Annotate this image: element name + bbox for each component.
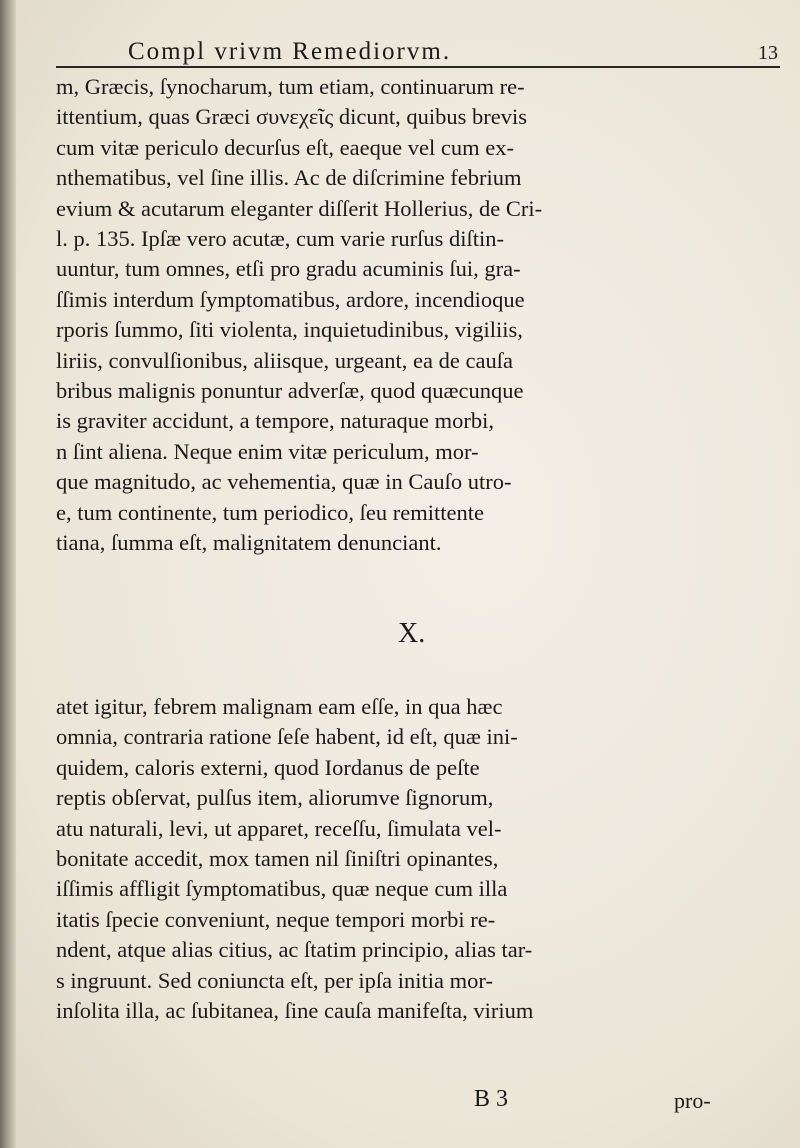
- text-line: cum vitæ periculo decurſus eſt, eaeque vel cum ex-: [56, 134, 514, 160]
- text-line: n ſint aliena. Neque enim vitæ periculum, mor-: [56, 438, 479, 464]
- text-line: evium & acutarum eleganter diſſerit Hollerius, de Cri-: [56, 195, 543, 221]
- signature-mark: B 3: [474, 1086, 509, 1112]
- text-line: m, Græcis, ſynocharum, tum etiam, continuarum re-: [56, 74, 525, 99]
- text-line: iſſimis affligit ſymptomatibus, quæ neque cum illa: [56, 876, 508, 902]
- text-line: que magnitudo, ac vehementia, quæ in Cauſo utro-: [56, 469, 512, 495]
- text-line: bonitate accedit, mox tamen nil ſiniſtri opinantes,: [56, 846, 499, 872]
- text-line: atu naturali, levi, ut apparet, receſſu, ſimulata vel-: [56, 815, 502, 841]
- text-line: reptis obſervat, pulſus item, aliorumve ſignorum,: [56, 785, 494, 811]
- text-line: ndent, atque alias citius, ac ſtatim principio, alias tar-: [56, 937, 533, 963]
- running-header: [128, 38, 778, 68]
- text-line: e, tum continente, tum periodico, ſeu remittente: [56, 499, 484, 525]
- text-line: l. p. 135. Ipſæ vero acutæ, cum varie rurſus diſtin-: [56, 226, 505, 252]
- text-line: atet igitur, febrem malignam eam eſſe, in qua hæc: [56, 694, 503, 719]
- catchword: pro-: [674, 1088, 711, 1113]
- text-line: ſſimis interdum ſymptomatibus, ardore, incendioque: [56, 286, 525, 312]
- text-line: ittentium, quas Græci συνεχεῖς dicunt, quibus brevis: [56, 104, 527, 130]
- text-line: is graviter accidunt, a tempore, naturaque morbi,: [56, 408, 494, 434]
- text-line: tiana, ſumma eſt, malignitatem denunciant.: [56, 530, 442, 556]
- text-line: uuntur, tum omnes, etſi pro gradu acuminis ſui, gra-: [56, 256, 521, 282]
- header-rule: [56, 66, 780, 68]
- text-line: nthematibus, vel ſine illis. Ac de diſcrimine febrium: [56, 165, 522, 191]
- text-line: liriis, convulſionibus, aliisque, urgeant, ea de cauſa: [56, 347, 513, 373]
- text-line: rporis ſummo, ſiti violenta, inquietudinibus, vigiliis,: [56, 317, 523, 343]
- page-gutter-shadow: [0, 0, 16, 1148]
- text-line: inſolita illa, ac ſubitanea, ſine cauſa manifeſta, virium: [56, 998, 534, 1024]
- text-line: bribus malignis ponuntur adverſæ, quod quæcunque: [56, 378, 524, 404]
- page-number: 13: [758, 42, 778, 64]
- paragraph-1: [56, 72, 776, 559]
- text-line: s ingruunt. Sed coniuncta eſt, per ipſa initia mor-: [56, 967, 493, 993]
- text-line: quidem, caloris externi, quod Iordanus de peſte: [56, 754, 480, 780]
- text-line: itatis ſpecie conveniunt, neque tempori morbi re-: [56, 906, 496, 932]
- paragraph-2: [56, 692, 776, 1026]
- text-line: omnia, contraria ratione ſeſe habent, id eſt, quæ ini-: [56, 724, 518, 750]
- section-number: X.: [398, 618, 426, 649]
- running-title: Compl vrivm Remediorvm.: [128, 38, 452, 65]
